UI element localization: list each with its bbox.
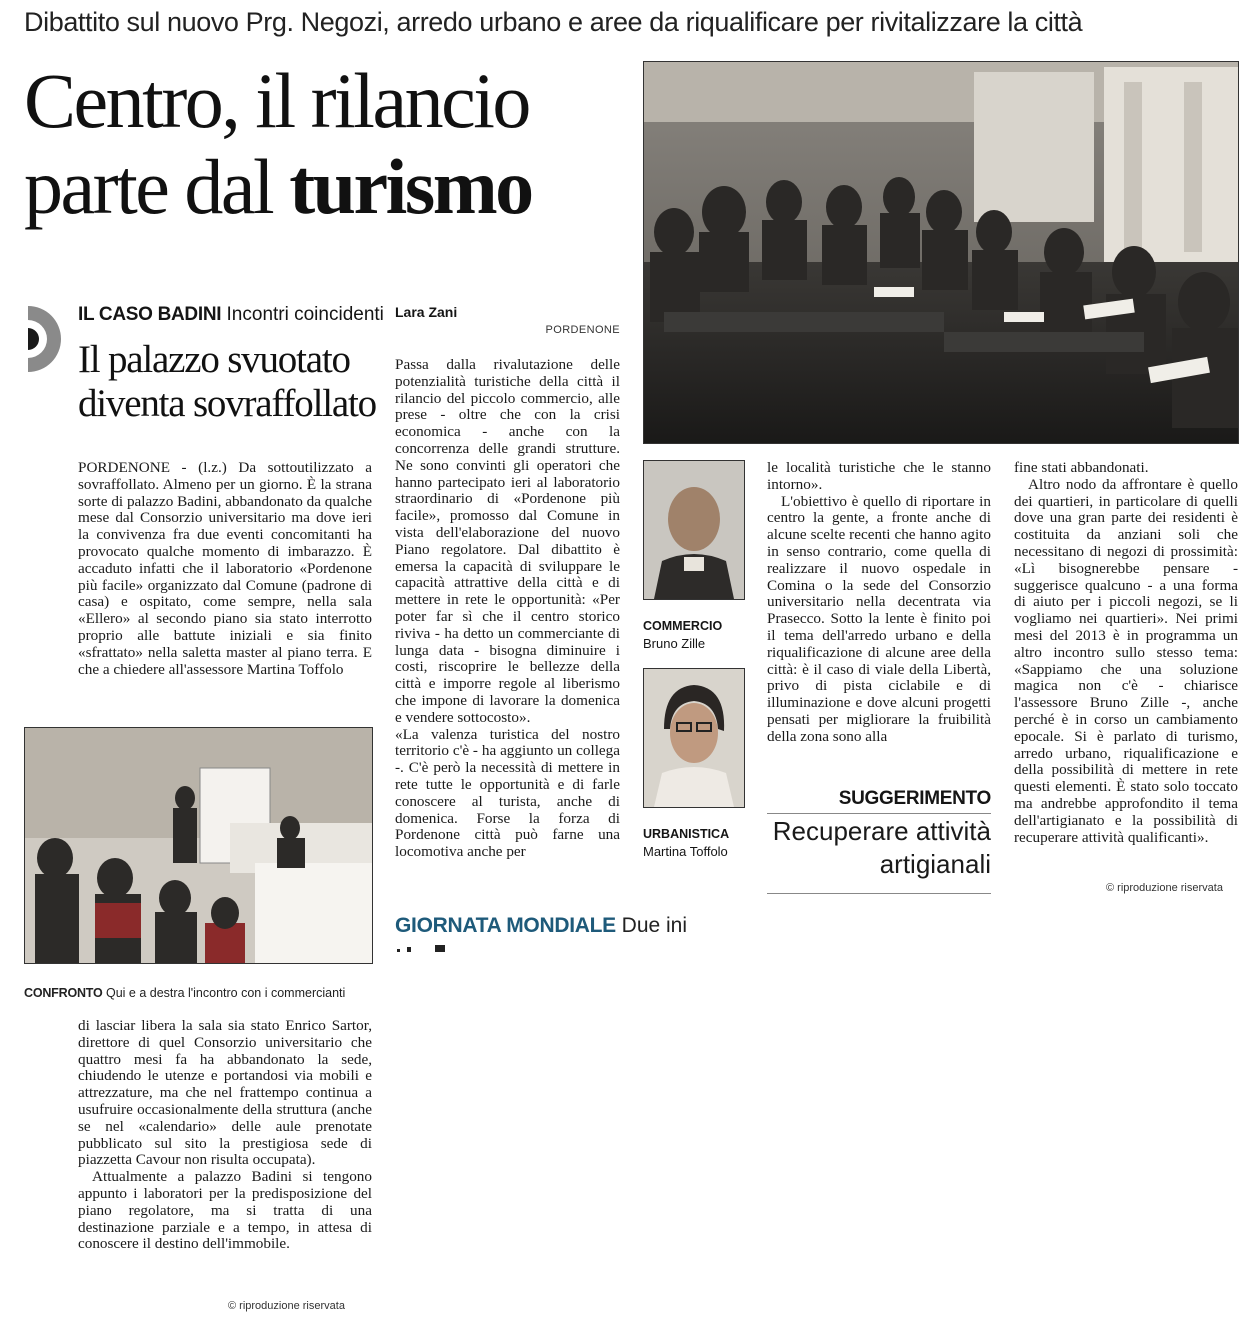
suggerimento-text: Recuperare attività artigianali — [772, 816, 991, 879]
portrait-photo-commercio — [643, 460, 745, 600]
portrait-caption-urbanistica — [643, 826, 729, 860]
kicker: Dibattito sul nuovo Prg. Negozi, arredo urbano e aree da riqualificare per rivitalizzare la città — [24, 7, 1083, 37]
sidebar-copyright: © riproduzione riservata — [228, 1300, 345, 1312]
portrait-tag-commercio: COMMERCIO — [643, 619, 723, 633]
sidebar-label — [78, 302, 384, 328]
main-photo — [643, 61, 1239, 444]
portrait-name-urbanistica: Martina Toffolo — [643, 844, 728, 859]
portrait-photo-urbanistica — [643, 668, 745, 808]
article-col1-paragraph-2: «La valenza turistica del nostro territorio c'è - ha aggiunto un collega -. C'è però la necessità di mettere in rete tutte le opportunità e di farle conoscere al turista, anche di domenica. Forse la forza di Pordenone città può farne una locomotiva anche per — [395, 725, 620, 861]
sidebar-paragraph-3: Attualmente a palazzo Badini si tengono appunto i laboratori per la predisposizione del piano regolatore, ma si tratta di una destinazione parziale e a tempo, in attesa di conoscere il destino dell'immobile. — [78, 1168, 372, 1253]
sidebar-photo — [24, 727, 373, 964]
main-photo-image — [644, 62, 1238, 443]
sidebar-body-top — [78, 460, 372, 678]
sidebar-caption-tag: CONFRONTO — [24, 986, 103, 1000]
headline-line-2-normal: parte dal — [24, 143, 290, 230]
headline-line-2 — [24, 144, 624, 230]
portrait-name-commercio: Bruno Zille — [643, 636, 706, 651]
article-column-2 — [767, 460, 991, 746]
article-column-3 — [1014, 460, 1238, 846]
headline — [24, 58, 624, 230]
dateline-place: PORDENONE — [545, 324, 620, 336]
sidebar-body-bottom — [78, 1018, 372, 1253]
suggerimento-top-rule — [767, 813, 991, 814]
section-marker-icon — [24, 304, 62, 374]
article-col1-paragraph-1: Passa dalla rivalutazione delle potenzialità turistiche della città il rilancio del piccolo commercio, alle prese - oltre che con la crisi economica - anche con la concorrenza delle grandi strutture. Ne sono convinti gli operatori che hanno partecipato ieri al laboratorio straordinario di «Pordenone più facile», promosso dal Comune in vista dell'elaborazione del nuovo Piano regolatore. Dal dibattito è emersa la capacità di sviluppare le capacità attrattive della città e di mettere in rete le opportunità: «Per poter far sì che il centro storico riviva - ha detto un commerciante di lunga data - bisogna diminuire i costi, riscoprire le bellezze della città e imporre regole al liberismo che impone di lavorare la domenica e vendere sottocosto». — [395, 356, 620, 726]
giornata-tag: GIORNATA MONDIALE — [395, 914, 616, 937]
headline-line-2-bold: turismo — [289, 143, 532, 230]
article-col2-paragraph-1: le località turistiche che le stanno intorno». — [767, 459, 991, 493]
sidebar-paragraph-1: PORDENONE - (l.z.) Da sottoutilizzato a sovraffollato. Almeno per un giorno. È la strana sorte di palazzo Badini, abbandonato da qualche mese dal Consorzio universitario ma dove ieri la convivenza fra due eventi concomitanti ha provocato qualche momento di imbarazzo. È accaduto infatti che il laboratorio «Pordenone più facile» organizzato dal Comune (padrone di casa) e ospitato, come sempre, nella sala «Ellero» al secondo piano sia stato interrotto proprio alle battute iniziali e sia finito «sfrattato» nella saletta master al piano terra. E che a chiedere all'assessore Martina Toffolo — [78, 459, 372, 678]
suggerimento-bottom-rule — [767, 893, 991, 894]
suggerimento-label: SUGGERIMENTO — [838, 788, 991, 809]
giornata-cutoff-line — [395, 942, 485, 952]
article-copyright: © riproduzione riservata — [1106, 882, 1223, 894]
sidebar-tag: IL CASO BADINI — [78, 304, 222, 325]
sidebar-photo-caption — [24, 986, 345, 1000]
byline: Lara Zani — [395, 304, 458, 320]
sidebar-caption-text: Qui e a destra l'incontro con i commercianti — [102, 986, 346, 1000]
sidebar-title: Il palazzo svuotato diventa sovraffollato — [78, 338, 376, 425]
giornata-text: Due ini — [615, 914, 687, 937]
article-col2-paragraph-2: L'obiettivo è quello di riportare in centro la gente, a fronte anche di alcune scelte recenti che hanno agito in senso contrario, come quella di realizzare il nuovo ospedale in Comina o la sede del Consorzio universitario nella decentrata via Prasecco. Sotto la lente è finito poi il tema dell'arredo urbano e della riqualificazione di alcune aree della città: è il caso di viale della Libertà, privo di pista ciclabile e di illuminazione e dove alcuni progetti pensati per migliorare la fruibilità della zona sono alla — [767, 492, 991, 745]
sidebar-subtag: Incontri coincidenti — [221, 304, 384, 325]
article-col3-paragraph-2: Altro nodo da affrontare è quello dei quartieri, in particolare di quelli dove una gran parte dei residenti è costituita da anziani soli che necessitano di negozi di prossimità: «Lì bisognerebbe pensare - suggerisce qualcuno - a una forma di aiuto per i piccoli negozi, se li vogliamo nei quartieri». Nei primi mesi del 2013 è in programma un altro incontro sullo stesso tema: «Sappiamo che una soluzione magica non c'è - chiarisce l'assessore Bruno Zille -, anche perché è in corso un cambiamento epocale. Si è parlato di turismo, arredo urbano, riqualificazione e della possibilità di mettere in rete questi elementi. È stato solo toccato ma andrebbe approfondito il tema dell'artigianato e la possibilità di recuperare attività qualificanti». — [1014, 475, 1238, 846]
portrait-caption-commercio — [643, 618, 722, 652]
sidebar-photo-image — [25, 728, 372, 963]
portrait-tag-urbanistica: URBANISTICA — [643, 827, 730, 841]
headline-line-1: Centro, il rilancio — [24, 57, 529, 144]
sidebar-paragraph-2: di lasciar libera la sala sia stato Enrico Sartor, direttore di quel Consorzio universitario che quattro mesi fa ha abbandonato la sede, chiudendo le utenze e portandosi via mobili e attrezzature, ma che nel frattempo continua a usufruire occasionalmente della struttura (anche se nel «calendario» delle aule prenotate pubblicato sul sito la prestigiosa sede di piazzetta Cavour non risulta occupata). — [78, 1017, 372, 1169]
article-column-1 — [395, 357, 620, 861]
article-col3-paragraph-1: fine stati abbandonati. — [1014, 459, 1149, 476]
